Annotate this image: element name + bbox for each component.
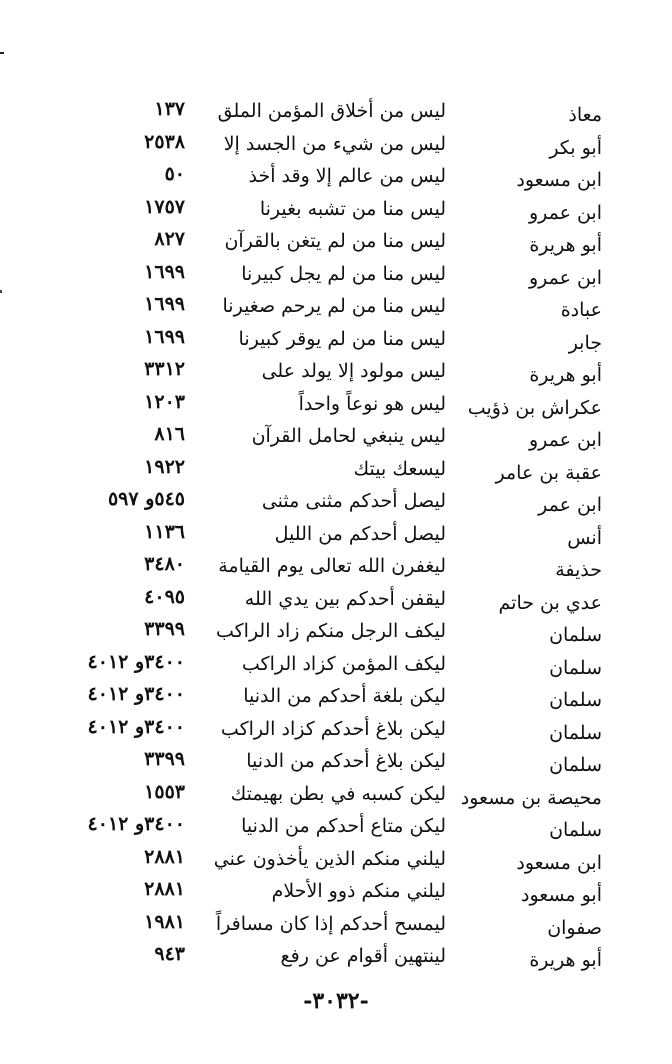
reference-number: ٣٤٠٠و ٤٠١٢ [87, 650, 185, 673]
reference-number: ١٦٩٩ [144, 293, 185, 315]
narrator-name: سلمان [549, 721, 602, 744]
reference-number: ٣٤٠٠و ٤٠١٢ [87, 813, 185, 835]
narrator-name: ابن عمر [538, 494, 602, 516]
index-row [0, 486, 672, 519]
reference-number: ١٩٨١ [144, 910, 185, 933]
hadith-incipit: ليكن بلاغ أحدكم كزاد الراكب [220, 717, 446, 740]
narrator-name: أبو بكر [549, 136, 602, 159]
hadith-incipit: ليكف المؤمن كزاد الراكب [241, 652, 446, 675]
reference-number: ٣٣١٢ [144, 358, 185, 380]
reference-number: ٣٣٩٩ [144, 618, 185, 640]
reference-number: ١٩٢٢ [144, 455, 185, 478]
index-row [0, 291, 672, 324]
index-row [0, 421, 672, 454]
hadith-incipit: ليلني منكم ذوو الأحلام [271, 880, 446, 902]
hadith-incipit: ليس ينبغي لحامل القرآن [251, 425, 446, 447]
index-row [0, 714, 672, 747]
index-row [0, 324, 672, 357]
narrator-name: سلمان [549, 624, 602, 646]
reference-number: ٣٣٩٩ [144, 748, 185, 770]
narrator-name: عدي بن حاتم [498, 591, 602, 614]
index-row [0, 811, 672, 844]
narrator-name: محيصة بن مسعود [460, 786, 602, 809]
reference-number: ٨١٦ [154, 423, 185, 445]
index-row [0, 194, 672, 227]
narrator-name: أنس [567, 526, 602, 549]
narrator-name: عكراش بن ذؤيب [467, 396, 602, 419]
index-row [0, 551, 672, 584]
index-row [0, 876, 672, 909]
index-row [0, 259, 672, 292]
index-row [0, 649, 672, 682]
reference-number: ٥٠ [164, 163, 185, 185]
index-row [0, 909, 672, 942]
page-number: -٣٠٣٢- [303, 988, 369, 1014]
hadith-incipit: ليس من شيء من الجسد إلا [223, 132, 446, 155]
index-row [0, 941, 672, 974]
index-row [0, 779, 672, 812]
reference-number: ٥٤٥و ٥٩٧ [107, 488, 185, 510]
reference-number: ١٥٥٣ [144, 780, 185, 803]
reference-number: ٣٤٠٠و ٤٠١٢ [87, 683, 185, 705]
hadith-incipit: ليكن متاع أحدكم من الدنيا [241, 815, 446, 837]
reference-number: ٤٠٩٥ [144, 585, 185, 608]
hadith-incipit: ليكن بلغة أحدكم من الدنيا [243, 685, 446, 707]
reference-number: ٢٨٨١ [144, 845, 185, 868]
index-row [0, 96, 672, 129]
hadith-incipit: ليس من أخلاق المؤمن الملق [217, 100, 446, 122]
narrator-name: أبو هريرة [529, 364, 602, 386]
narrator-name: ابن عمرو [528, 266, 602, 289]
index-row [0, 129, 672, 162]
reference-number: ٩٤٣ [154, 943, 185, 965]
reference-number: ١٢٠٣ [144, 390, 185, 413]
reference-number: ١٦٩٩ [144, 325, 185, 348]
index-row [0, 356, 672, 389]
hadith-incipit: ليقفن أحدكم بين يدي الله [244, 587, 446, 610]
reference-number: ٢٨٨١ [144, 878, 185, 900]
hadith-incipit: ليس منا من لم يتغن بالقرآن [224, 230, 446, 252]
narrator-name: جابر [568, 331, 602, 354]
hadith-incipit: ليس منا من لم يرحم صغيرنا [222, 295, 446, 317]
hadith-incipit: ليس مولود إلا يولد على [261, 360, 446, 382]
index-row [0, 389, 672, 422]
narrator-name: ابن مسعود [516, 851, 602, 874]
hadith-index-table [0, 96, 672, 974]
reference-number: ١٦٩٩ [144, 260, 185, 283]
hadith-incipit: ليكن بلاغ أحدكم من الدنيا [246, 750, 446, 772]
hadith-incipit: ليصل أحدكم مثنى مثنى [261, 490, 446, 512]
narrator-name: أبو هريرة [529, 949, 602, 971]
hadith-incipit: ليكن كسبه في بطن بهيمتك [230, 782, 446, 805]
hadith-incipit: ليس منا من تشبه بغيرنا [259, 197, 446, 220]
index-row [0, 746, 672, 779]
reference-number: ١٧٥٧ [144, 195, 185, 218]
reference-number: ٢٥٣٨ [144, 130, 185, 153]
reference-number: ١٣٧ [154, 98, 185, 120]
narrator-name: عقبة بن عامر [495, 461, 602, 484]
reference-number: ١١٣٦ [144, 520, 185, 543]
reference-number: ٨٢٧ [154, 228, 185, 250]
narrator-name: ابن عمرو [528, 429, 602, 451]
narrator-name: سلمان [549, 656, 602, 679]
hadith-incipit: ليغفرن الله تعالى يوم القيامة [218, 555, 446, 577]
narrator-name: ابن مسعود [516, 169, 602, 191]
hadith-incipit: ليلني منكم الذين يأخذون عني [213, 847, 446, 870]
reference-number: ٣٤٨٠ [144, 553, 185, 575]
hadith-incipit: لينتهين أقوام عن رفع [280, 945, 446, 967]
hadith-incipit: ليكف الرجل منكم زاد الراكب [215, 620, 446, 642]
index-row [0, 454, 672, 487]
index-row [0, 616, 672, 649]
hadith-incipit: ليس منا من لم يوقر كبيرنا [238, 327, 446, 350]
index-row [0, 161, 672, 194]
index-row [0, 681, 672, 714]
narrator-name: ابن عمرو [528, 201, 602, 224]
index-row [0, 584, 672, 617]
hadith-incipit: ليس منا من لم يجل كبيرنا [241, 262, 446, 285]
narrator-name: معاذ [568, 104, 602, 126]
narrator-name: سلمان [549, 689, 602, 711]
narrator-name: عبادة [560, 299, 602, 321]
hadith-incipit: ليس هو نوعاً واحداً [298, 392, 446, 415]
index-row [0, 844, 672, 877]
narrator-name: أبو مسعود [521, 884, 602, 906]
hadith-incipit: ليسعك بيتك [353, 457, 446, 480]
narrator-name: سلمان [549, 819, 602, 841]
hadith-incipit: ليصل أحدكم من الليل [274, 522, 446, 545]
narrator-name: أبو هريرة [529, 234, 602, 256]
narrator-name: سلمان [549, 754, 602, 776]
reference-number: ٣٤٠٠و ٤٠١٢ [87, 715, 185, 738]
hadith-incipit: ليس من عالم إلا وقد أخذ [248, 165, 446, 187]
hadith-incipit: ليمسح أحدكم إذا كان مسافراً [215, 912, 446, 935]
scan-edge-mark [0, 52, 4, 54]
index-row [0, 519, 672, 552]
index-row [0, 226, 672, 259]
narrator-name: صفوان [547, 916, 602, 939]
narrator-name: حذيفة [555, 559, 602, 581]
